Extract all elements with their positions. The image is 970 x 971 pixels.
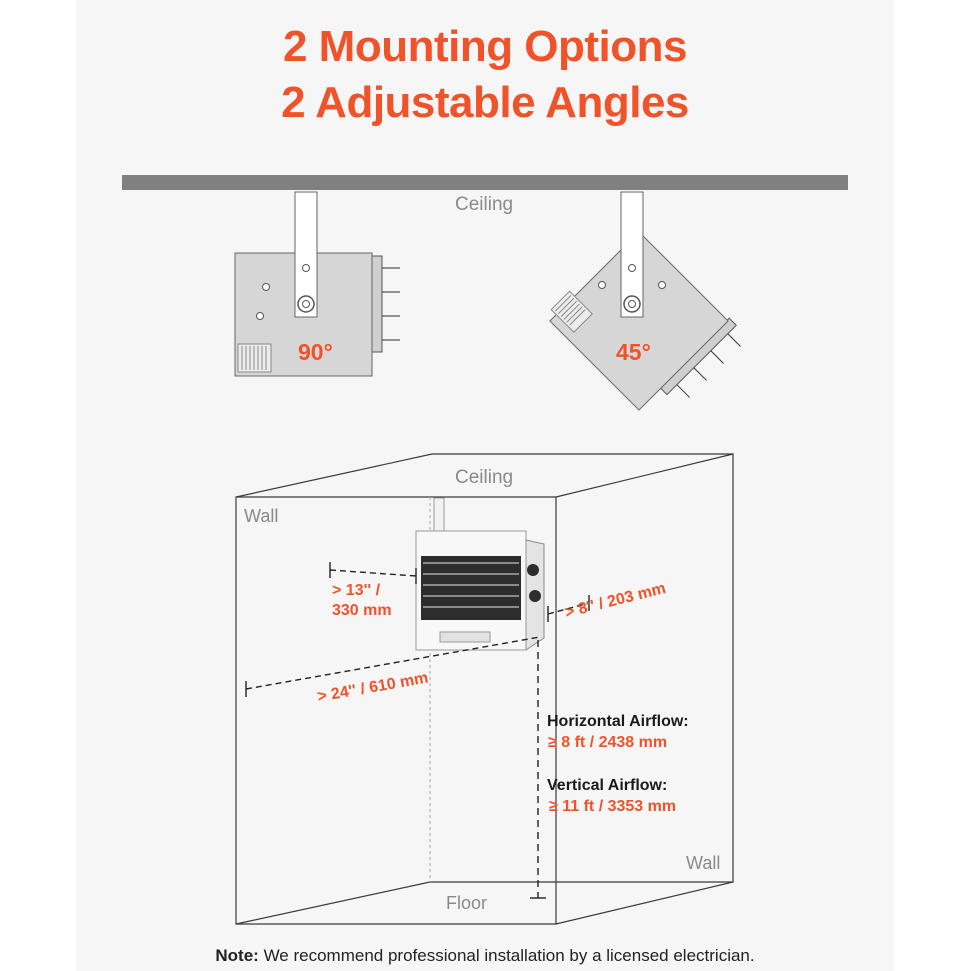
- heater-90-fins: [372, 256, 382, 352]
- heater-45-degree: [550, 192, 749, 410]
- note-text: We recommend professional installation by a licensed electrician.: [258, 946, 755, 965]
- room-heater-bracket: [434, 498, 444, 534]
- vertical-airflow-label: Vertical Airflow:: [547, 777, 668, 794]
- ceiling-bar: [122, 175, 848, 190]
- clearance-side-label: [332, 581, 392, 621]
- room-wall-right-label: Wall: [686, 853, 721, 873]
- note-prefix: Note:: [215, 946, 259, 965]
- horizontal-airflow-value: ≥ 8 ft / 2438 mm: [548, 734, 668, 751]
- room-outline: [236, 454, 733, 924]
- title-line-2: 2 Adjustable Angles: [281, 78, 689, 127]
- heater-90-vent: [238, 344, 271, 372]
- angle-90-label: 90°: [298, 339, 333, 365]
- clearance-front-label: > 24'' / 610 mm: [316, 669, 430, 706]
- room-floor-label: Floor: [446, 893, 488, 913]
- title-line-1: 2 Mounting Options: [282, 22, 688, 71]
- mounting-ceiling-label: Ceiling: [455, 194, 514, 215]
- horizontal-airflow-label: Horizontal Airflow:: [547, 713, 689, 730]
- clearance-side-line2: 330 mm: [332, 602, 392, 619]
- angle-45-label: 45°: [616, 339, 651, 365]
- clearance-side-line1: > 13'' /: [332, 582, 381, 599]
- vertical-airflow-value: ≥ 11 ft / 3353 mm: [549, 798, 677, 815]
- clearance-right-label: > 8'' / 203 mm: [563, 579, 668, 622]
- installation-note: [0, 946, 970, 966]
- heater-in-room: [416, 498, 544, 650]
- room-ceiling-label: Ceiling: [455, 467, 514, 488]
- room-wall-left-label: Wall: [244, 506, 279, 526]
